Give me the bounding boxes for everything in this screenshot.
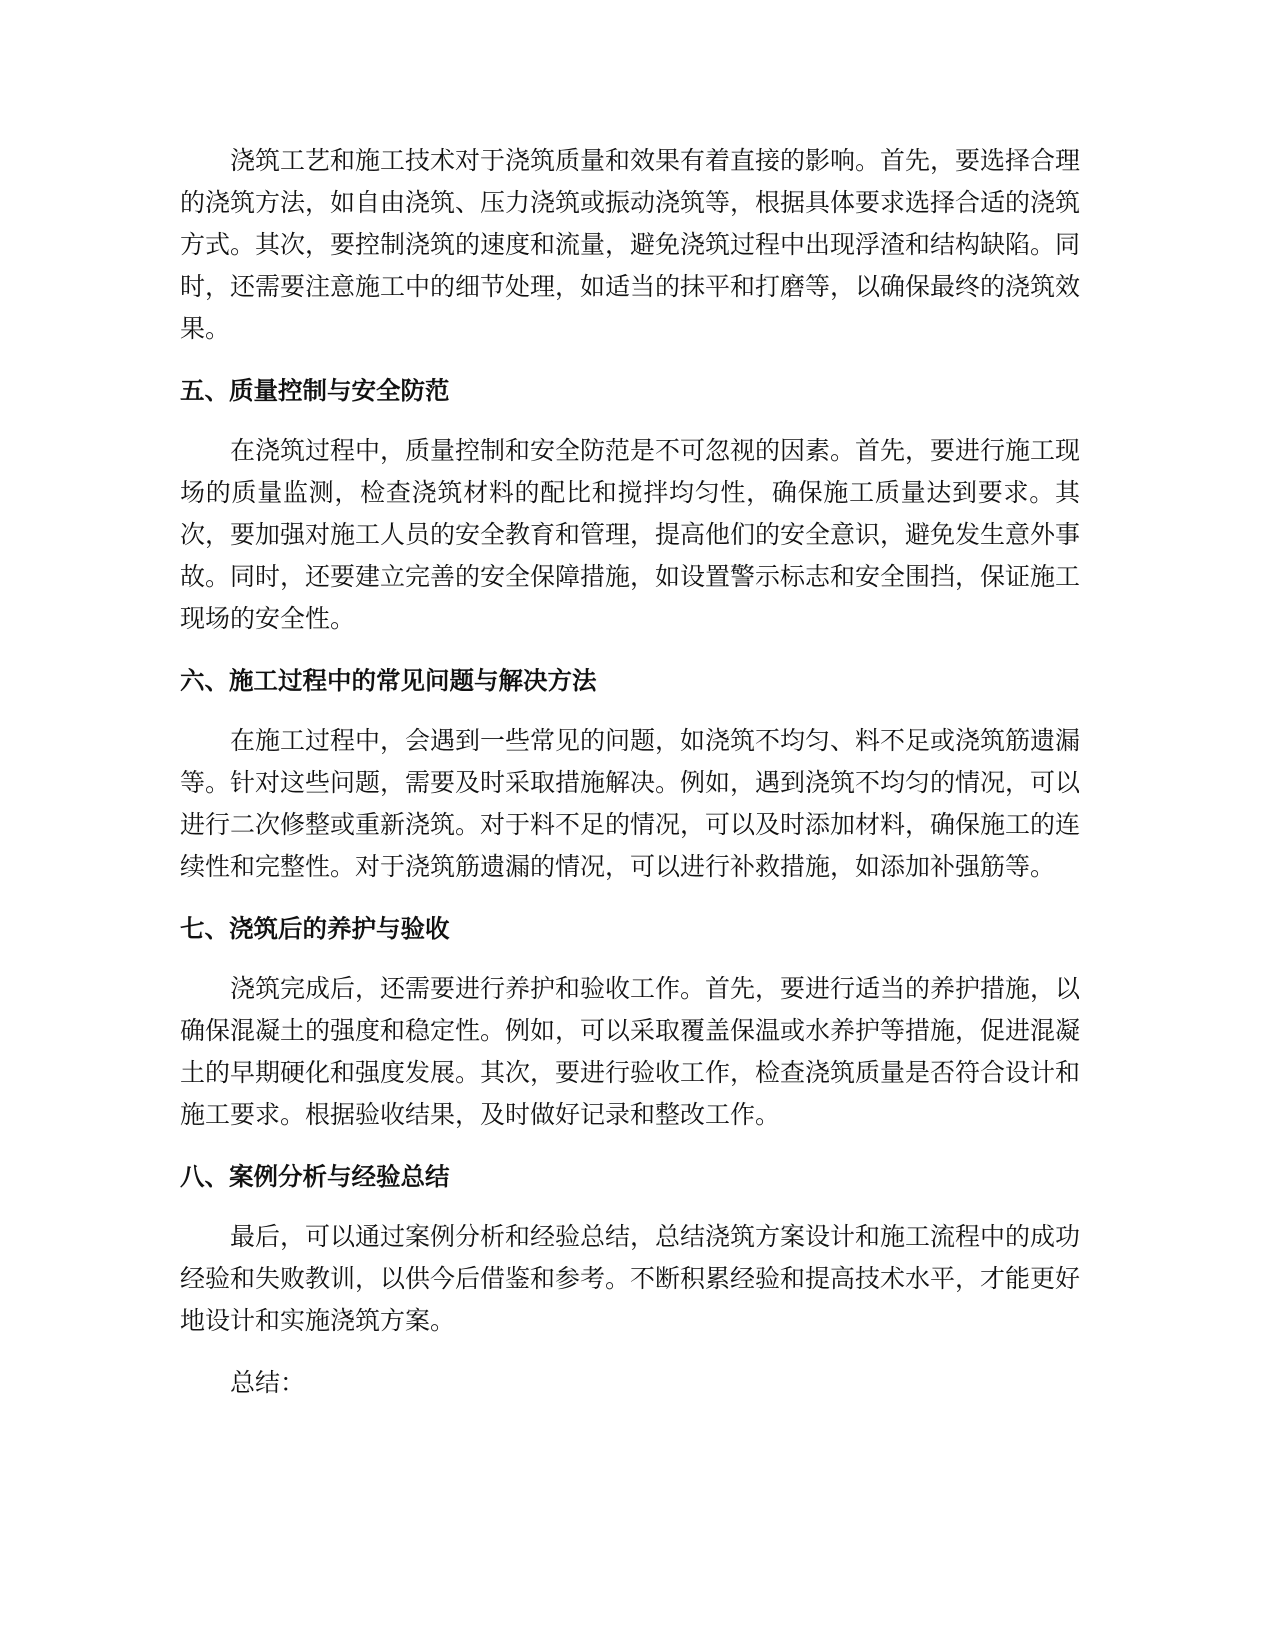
summary-label: 总结： [230, 1368, 306, 1397]
heading-quality-safety: 五、质量控制与安全防范 [180, 376, 450, 405]
paragraph-quality-safety: 在浇筑过程中，质量控制和安全防范是不可忽视的因素。首先，要进行施工现场的质量监测，检查浇筑材料的配比和搅拌均匀性，确保施工质量达到要求。其次，要加强对施工人员的安全教育和管理，提高他们的安全意识，避免发生意外事故。同时，还要建立完善的安全保障措施，如设置警示标志和安全围挡，保证施工现场的安全性。 [180, 436, 1081, 633]
paragraph-curing-acceptance: 浇筑完成后，还需要进行养护和验收工作。首先，要进行适当的养护措施，以确保混凝土的强度和稳定性。例如，可以采取覆盖保温或水养护等措施，促进混凝土的早期硬化和强度发展。其次，要进行验收工作，检查浇筑质量是否符合设计和施工要求。根据验收结果，及时做好记录和整改工作。 [180, 974, 1081, 1129]
heading-common-problems: 六、施工过程中的常见问题与解决方法 [180, 666, 597, 695]
heading-case-analysis: 八、案例分析与经验总结 [180, 1162, 450, 1191]
heading-curing-acceptance: 七、浇筑后的养护与验收 [180, 914, 450, 943]
document-page [180, 140, 1080, 1404]
paragraph-pouring-technique: 浇筑工艺和施工技术对于浇筑质量和效果有着直接的影响。首先，要选择合理的浇筑方法，如自由浇筑、压力浇筑或振动浇筑等，根据具体要求选择合适的浇筑方式。其次，要控制浇筑的速度和流量，避免浇筑过程中出现浮渣和结构缺陷。同时，还需要注意施工中的细节处理，如适当的抹平和打磨等，以确保最终的浇筑效果。 [180, 146, 1081, 343]
paragraph-common-problems: 在施工过程中，会遇到一些常见的问题，如浇筑不均匀、料不足或浇筑筋遗漏等。针对这些问题，需要及时采取措施解决。例如，遇到浇筑不均匀的情况，可以进行二次修整或重新浇筑。对于料不足的情况，可以及时添加材料，确保施工的连续性和完整性。对于浇筑筋遗漏的情况，可以进行补救措施，如添加补强筋等。 [180, 726, 1081, 881]
paragraph-case-analysis: 最后，可以通过案例分析和经验总结，总结浇筑方案设计和施工流程中的成功经验和失败教训，以供今后借鉴和参考。不断积累经验和提高技术水平，才能更好地设计和实施浇筑方案。 [180, 1222, 1081, 1335]
